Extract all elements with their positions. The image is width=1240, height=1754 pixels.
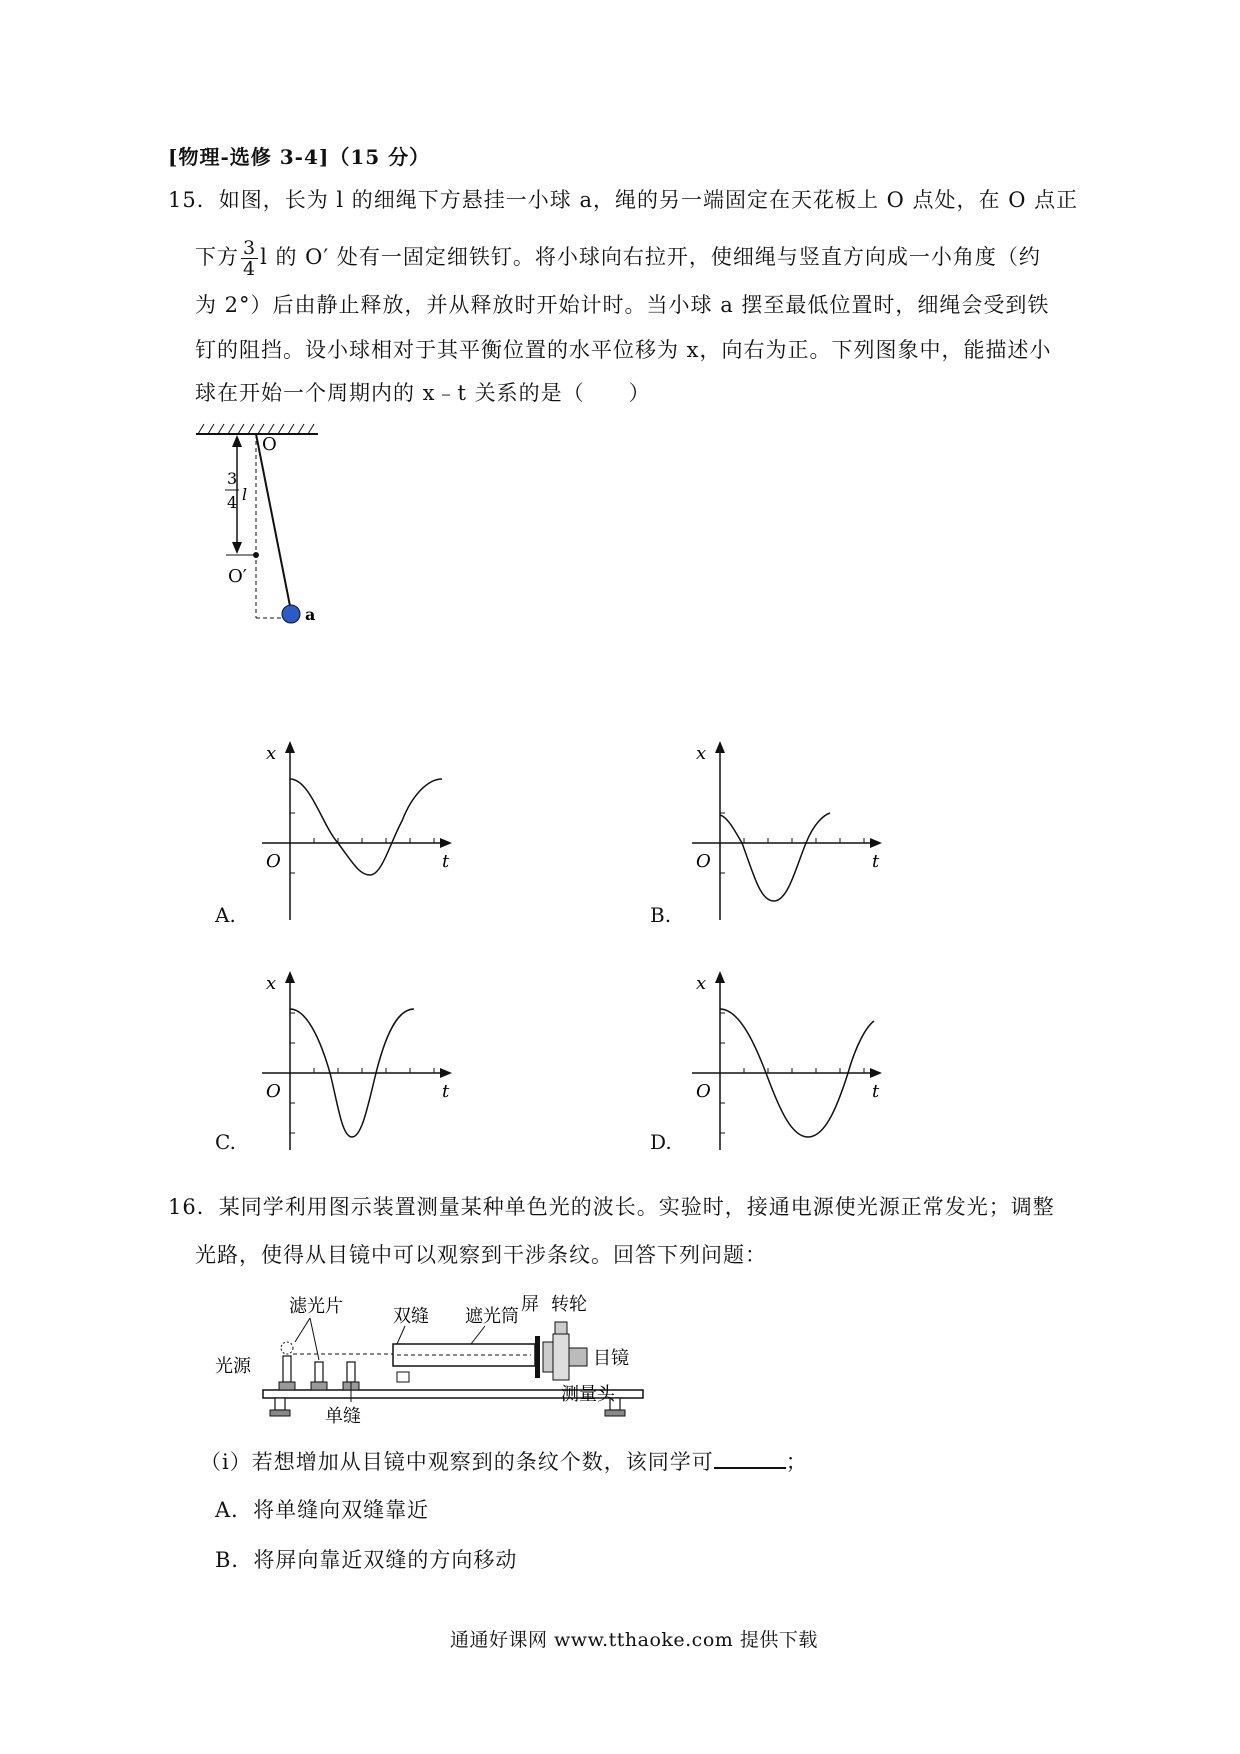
q15-line4: 钉的阻挡。设小球相对于其平衡位置的水平位移为 x，向右为正。下列图象中，能描述小 bbox=[195, 338, 1052, 362]
label-wheel: 转轮 bbox=[551, 1294, 587, 1315]
label-measuring-head: 测量头 bbox=[561, 1384, 615, 1405]
q15-line2 bbox=[195, 238, 1041, 279]
frac-num: 3 bbox=[243, 237, 257, 259]
arrow-down-icon bbox=[232, 542, 242, 554]
axis-x-label: x bbox=[696, 743, 707, 764]
curve-b bbox=[720, 813, 830, 901]
answer-blank[interactable] bbox=[714, 1447, 786, 1469]
measuring-body bbox=[553, 1334, 569, 1380]
label-double-slit: 双缝 bbox=[393, 1306, 429, 1327]
dim-frac-var: l bbox=[242, 485, 248, 504]
rail-foot-left bbox=[275, 1398, 285, 1410]
axis-x-label: x bbox=[696, 973, 707, 994]
option-d-label: D. bbox=[650, 1130, 672, 1154]
label-a: a bbox=[305, 605, 316, 624]
graph-b bbox=[680, 735, 890, 925]
q16-option-a: A．将单缝向双缝靠近 bbox=[215, 1498, 430, 1522]
option-b-label: B. bbox=[650, 903, 672, 927]
rail-foot-right-pad bbox=[605, 1410, 625, 1416]
axis-x-label: x bbox=[266, 973, 277, 994]
q15-line2-pre: 下方 bbox=[195, 245, 239, 269]
light-source-icon bbox=[281, 1342, 293, 1354]
leader-tube bbox=[471, 1326, 485, 1344]
single-slit-post bbox=[347, 1362, 355, 1382]
ball bbox=[282, 605, 300, 623]
screen bbox=[535, 1336, 540, 1378]
label-screen: 屏 bbox=[521, 1294, 539, 1315]
axis-t-label: t bbox=[872, 1081, 880, 1102]
nail-dot bbox=[253, 552, 259, 558]
axis-t-label: t bbox=[442, 851, 450, 872]
label-eyepiece: 目镜 bbox=[593, 1348, 629, 1369]
string bbox=[256, 434, 291, 611]
t-arrow-icon bbox=[440, 1068, 452, 1078]
q15-line1: 15．如图，长为 l 的细绳下方悬挂一小球 a，绳的另一端固定在天花板上 O 点处，在 O 点正 bbox=[168, 188, 1079, 212]
origin-label: O bbox=[696, 851, 711, 872]
t-arrow-icon bbox=[440, 838, 452, 848]
q16-part-i-end: ； bbox=[785, 1450, 808, 1474]
axis-t-label: t bbox=[442, 1081, 450, 1102]
leader-double-slit bbox=[397, 1326, 405, 1344]
filter-base bbox=[311, 1382, 327, 1390]
q16-part-i-text: （i）若想增加从目镜中观察到的条纹个数，该同学可 bbox=[200, 1450, 714, 1474]
pendulum-figure bbox=[190, 420, 370, 635]
label-O-prime: O′ bbox=[228, 566, 247, 587]
tube-support bbox=[397, 1372, 409, 1382]
eyepiece bbox=[569, 1348, 587, 1366]
origin-label: O bbox=[696, 1081, 711, 1102]
wheel bbox=[555, 1322, 567, 1334]
origin-label: O bbox=[266, 1081, 281, 1102]
source-post bbox=[283, 1356, 291, 1382]
measuring-head bbox=[543, 1342, 553, 1372]
graph-c bbox=[250, 965, 460, 1155]
label-filter: 滤光片 bbox=[289, 1296, 343, 1317]
graph-d bbox=[680, 965, 890, 1155]
option-a-label: A. bbox=[215, 903, 236, 927]
q16-option-b: B．将屏向靠近双缝的方向移动 bbox=[215, 1548, 518, 1572]
t-arrow-icon bbox=[870, 838, 882, 848]
fraction-three-quarters bbox=[241, 238, 258, 279]
q16-line2: 光路，使得从目镜中可以观察到干涉条纹。回答下列问题： bbox=[195, 1243, 767, 1267]
axis-x-label: x bbox=[266, 743, 277, 764]
arrow-up-icon bbox=[232, 435, 242, 447]
q16-line1: 16．某同学利用图示装置测量某种单色光的波长。实验时，接通电源使光源正常发光；调整 bbox=[168, 1195, 1055, 1219]
source-base bbox=[279, 1382, 295, 1390]
ceiling-hatch bbox=[198, 424, 314, 434]
q15-line5: 球在开始一个周期内的 x﹣t 关系的是（ ） bbox=[195, 381, 651, 405]
curve-a bbox=[290, 779, 442, 875]
filter-post bbox=[315, 1362, 323, 1382]
label-tube: 遮光筒 bbox=[465, 1306, 519, 1327]
dim-frac-den: 4 bbox=[227, 493, 238, 512]
rail-foot-left-pad bbox=[270, 1410, 290, 1416]
y-arrow-icon bbox=[285, 971, 295, 983]
label-light-source: 光源 bbox=[215, 1356, 251, 1377]
y-arrow-icon bbox=[715, 971, 725, 983]
section-title: [物理-选修 3-4]（15 分） bbox=[168, 145, 431, 169]
t-arrow-icon bbox=[870, 1068, 882, 1078]
footer-text: 通通好课网 www.tthaoke.com 提供下载 bbox=[450, 1629, 818, 1651]
y-arrow-icon bbox=[285, 741, 295, 753]
label-single-slit: 单缝 bbox=[325, 1406, 361, 1427]
dim-frac-num: 3 bbox=[227, 469, 238, 488]
origin-label: O bbox=[266, 851, 281, 872]
graph-a bbox=[250, 735, 460, 925]
leader-filter-1 bbox=[295, 1318, 310, 1342]
label-O: O bbox=[262, 434, 277, 455]
apparatus-figure bbox=[215, 1290, 735, 1430]
q16-part-i bbox=[200, 1447, 808, 1477]
y-arrow-icon bbox=[715, 741, 725, 753]
q15-line3: 为 2°）后由静止释放，并从释放时开始计时。当小球 a 摆至最低位置时，细绳会受到铁 bbox=[195, 293, 1050, 317]
axis-t-label: t bbox=[872, 851, 880, 872]
q15-line2-post: l 的 O′ 处有一固定细铁钉。将小球向右拉开，使细绳与竖直方向成一小角度（约 bbox=[260, 245, 1041, 269]
frac-den: 4 bbox=[243, 258, 257, 280]
option-c-label: C. bbox=[215, 1130, 236, 1154]
